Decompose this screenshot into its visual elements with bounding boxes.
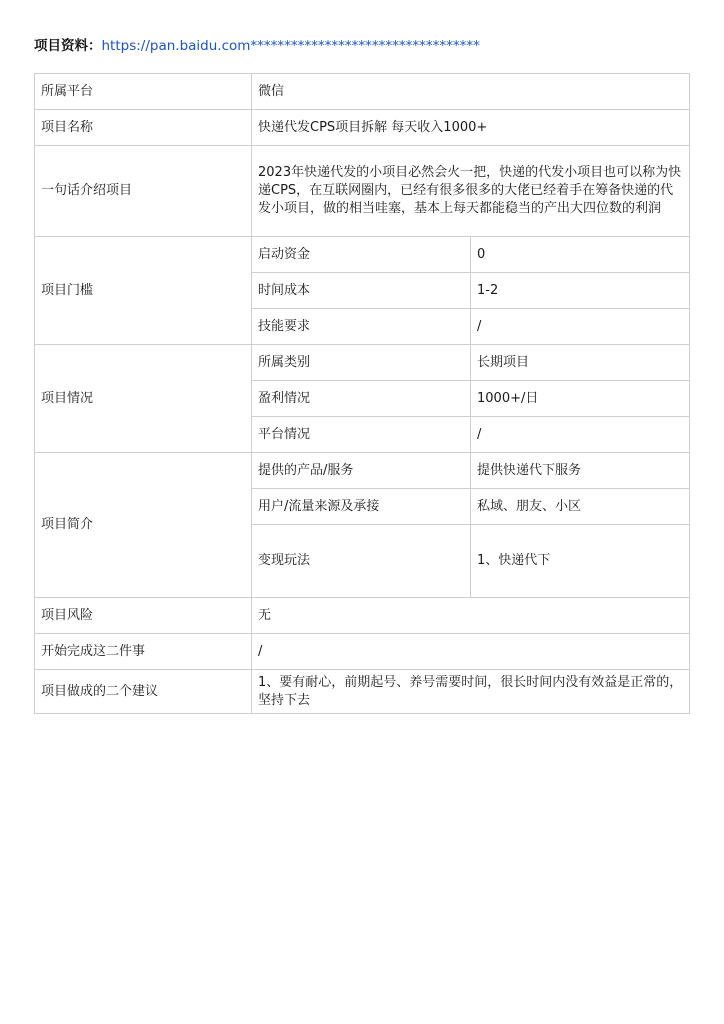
row-value-risk: 无 [252,598,690,634]
row-key-platform: 所属平台 [35,74,252,110]
table-row [35,598,690,634]
sub-value: 1000+/日 [471,381,690,417]
row-key-threshold: 项目门槛 [35,237,252,345]
row-key-start: 开始完成这二件事 [35,634,252,670]
row-value-name: 快递代发CPS项目拆解 每天收入1000+ [252,110,690,146]
row-key-advice: 项目做成的二个建议 [35,670,252,714]
sub-value: 0 [471,237,690,273]
resource-label: 项目资料： [34,38,102,54]
row-value-intro: 2023年快递代发的小项目必然会火一把，快递的代发小项目也可以称为快递CPS，在互联网圈内，已经有很多很多的大佬已经着手在筹备快递的代发小项目，做的相当哇塞，基本上每天都能稳当的产出大四位数的利润 [252,146,690,237]
table-row [35,237,690,273]
resource-link[interactable]: https://pan.baidu.com********************************** [101,38,480,54]
sub-value: 长期项目 [471,345,690,381]
row-key-name: 项目名称 [35,110,252,146]
sub-label: 盈利情况 [252,381,471,417]
table-row [35,453,690,489]
table-row [35,146,690,237]
sub-value: 提供快递代下服务 [471,453,690,489]
sub-label: 时间成本 [252,273,471,309]
table-row [35,634,690,670]
sub-label: 技能要求 [252,309,471,345]
project-info-table [34,73,690,714]
sub-value: 1-2 [471,273,690,309]
sub-value: 私域、朋友、小区 [471,489,690,525]
table-row [35,670,690,714]
row-value-platform: 微信 [252,74,690,110]
sub-value: / [471,309,690,345]
row-key-brief: 项目简介 [35,453,252,598]
sub-label: 提供的产品/服务 [252,453,471,489]
sub-label: 启动资金 [252,237,471,273]
sub-label: 用户/流量来源及承接 [252,489,471,525]
sub-label: 平台情况 [252,417,471,453]
row-key-risk: 项目风险 [35,598,252,634]
row-value-start: / [252,634,690,670]
row-value-advice: 1、要有耐心，前期起号、养号需要时间，很长时间内没有效益是正常的，坚持下去 [252,670,690,714]
row-key-situation: 项目情况 [35,345,252,453]
project-resource-line [34,36,480,56]
sub-label: 变现玩法 [252,525,471,598]
sub-label: 所属类别 [252,345,471,381]
sub-value: 1、快递代下 [471,525,690,598]
table-row [35,74,690,110]
sub-value: / [471,417,690,453]
row-key-intro: 一句话介绍项目 [35,146,252,237]
table-row [35,110,690,146]
table-row [35,345,690,381]
